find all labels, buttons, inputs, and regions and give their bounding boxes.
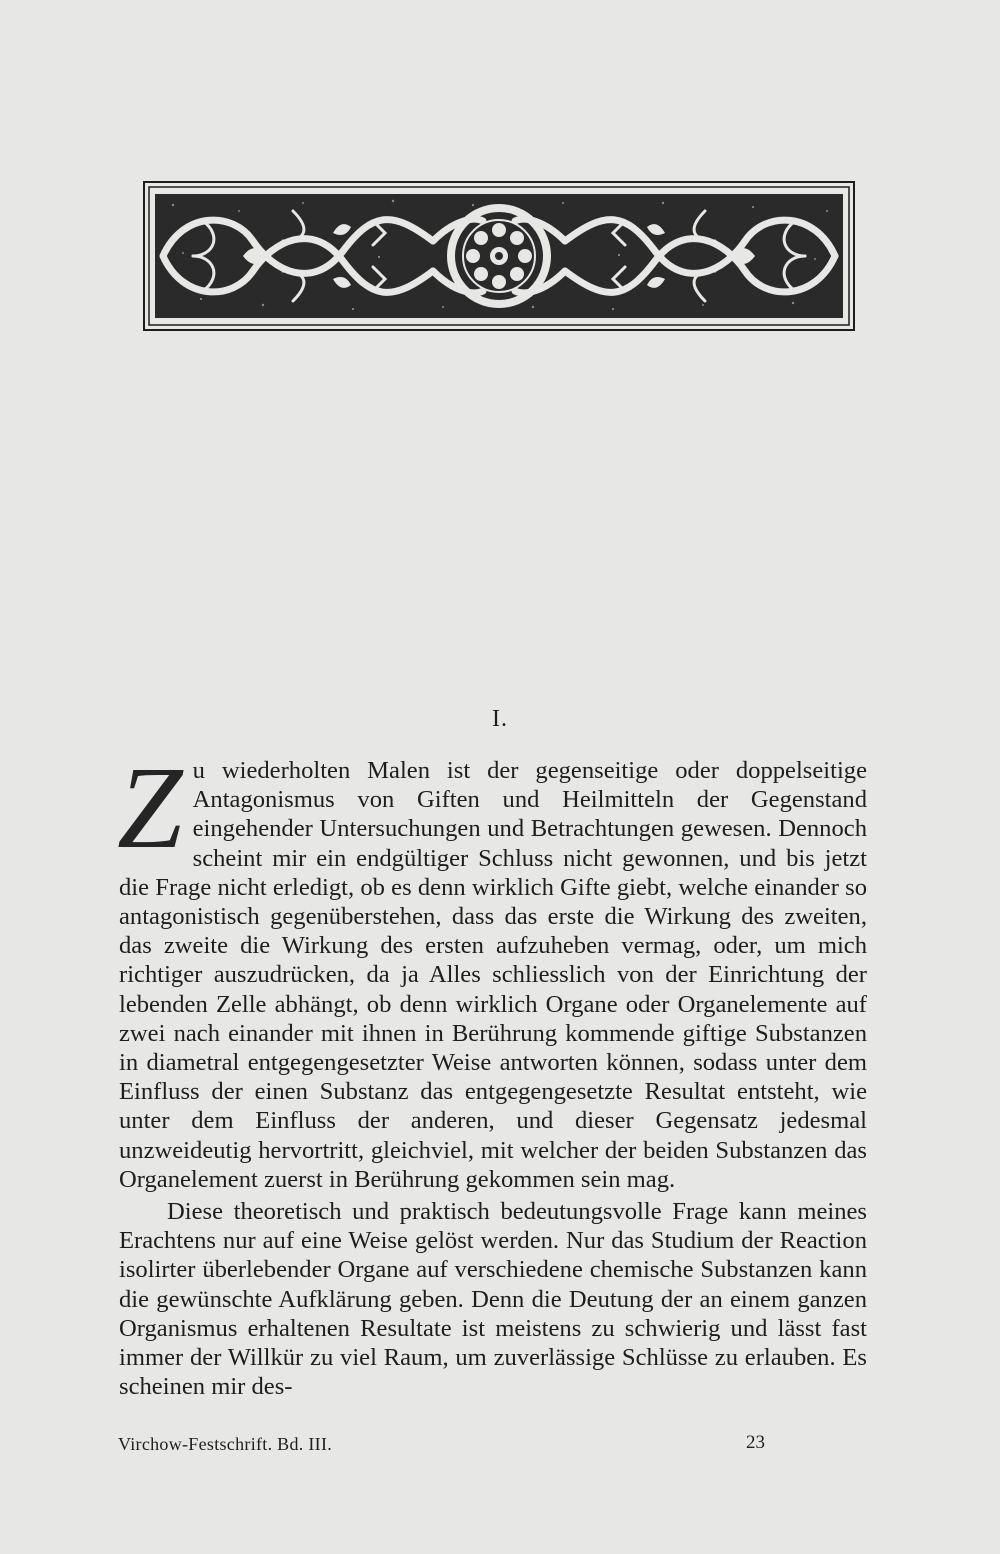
chapter-number: I. <box>492 706 508 732</box>
paragraph <box>117 742 867 1194</box>
drop-cap: Z <box>117 742 183 873</box>
page-number: 23 <box>746 1432 765 1453</box>
ornamental-headpiece-icon <box>143 181 855 331</box>
paragraph-text: u wiederholten Malen ist der gegenseitige oder doppelseitige Antagonismus von Giften und Heilmitteln der Gegenstand eingehender Untersuchungen und Betrachtungen gewesen. Dennoch scheint mir ein endgültiger Schluss nicht gewonnen, und bis jetzt die Frage nicht erledigt, ob es denn wirklich Gifte giebt, welche einander so antagonistisch gegenüberstehen, dass das erste die Wirkung des zweiten, das zweite die Wirkung des ersten aufzuheben vermag, oder, um mich richtiger auszudrücken, da ja Alles schliesslich von der Einrichtung der lebenden Zelle abhängt, ob denn wirklich Organe oder Organelemente auf zwei nach einander mit ihnen in Berührung kommende giftige Substanzen in diametral entgegengesetzter Weise antworten können, sodass unter dem Einfluss der einen Substanz das entgegengesetzte Resultat entsteht, wie unter dem Einfluss der anderen, und dieser Gegensatz jedesmal unzweideutig hervortritt, gleichviel, mit welcher der beiden Substanzen das Organelement zuerst in Berührung gekommen sein mag. <box>119 757 867 1193</box>
body-text <box>117 742 867 1401</box>
paragraph: Diese theoretisch und praktisch bedeutungsvolle Frage kann meines Erachtens nur auf eine Weise gelöst werden. Nur das Studium der Reaction isolirter überlebender Organe auf verschiedene chemische Substanzen kann die gewünschte Aufklärung geben. Denn die Deutung der an einem ganzen Organismus erhaltenen Resultate ist meistens zu schwierig und lässt fast immer der Willkür zu viel Raum, um zuverlässige Schlüsse zu erlauben. Es scheinen mir des- <box>119 1198 867 1401</box>
footer-source: Virchow-Festschrift. Bd. III. <box>118 1434 333 1454</box>
